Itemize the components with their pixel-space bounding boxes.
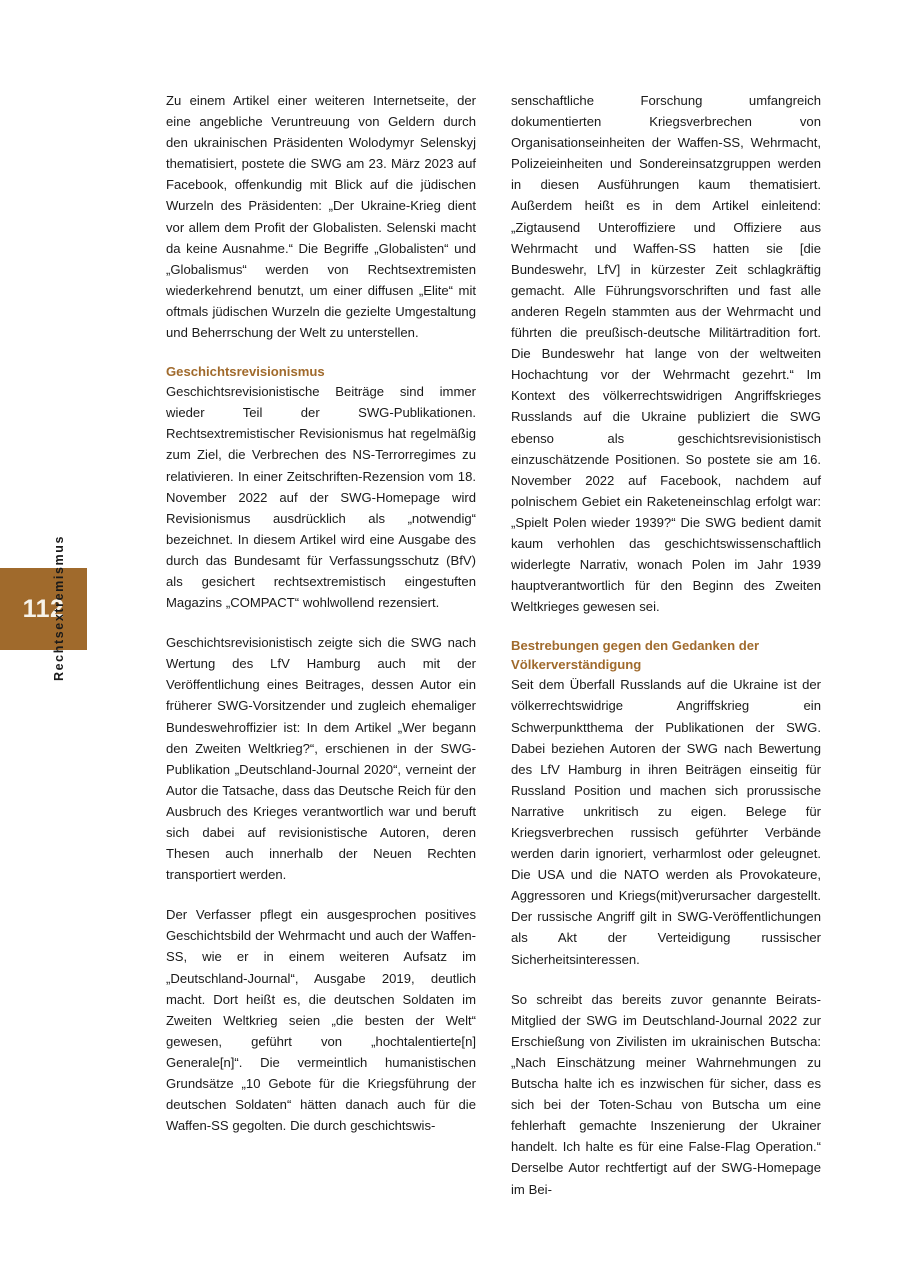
heading-voelkerverstaendigung-block [511, 636, 821, 674]
section-heading: Geschichtsrevisionismus [166, 364, 325, 380]
section-heading-line-2: Völkerverständigung [511, 657, 642, 673]
paragraph: Geschichtsrevisionistische Beiträge sind immer wieder Teil der SWG-Publikationen. Rechtsextremistischer Revisionismus hat regelmäßig zum Ziel, die Verbrechen des NS-Terrorregimes zu relativieren. In einer Zeitschriften-Rezension vom 18. November 2022 auf der SWG-Homepage wird Revisionismus ausdrücklich als „notwendig“ bezeichnet. In diesem Artikel wird eine Ausgabe des durch das Bundesamt für Verfassungsschutz (BfV) als gesichert rechtsextremistisch eingestuften Magazins „COMPACT“ wohlwollend rezensiert. [166, 384, 476, 611]
paragraph: Seit dem Überfall Russlands auf die Ukraine ist der völkerrechtswidrige Angriffskrieg ein Schwerpunktthema der Publikationen der SWG. Dabei beziehen Autoren der SWG nach Bewertung des LfV Hamburg in ihren Beiträgen einseitig für Russland Position und machen sich prorussische Narrative unkritisch zu eigen. Belege für Kriegsverbrechen russisch geführter Verbände werden darin ignoriert, verharmlost oder geleugnet. Die USA und die NATO werden als Provokateure, Aggressoren und Kriegs(mit)verursacher dargestellt. Der russische Angriff gilt in SWG-Veröffentlichungen als Akt der Verteidigung russischer Sicherheitsinteressen. [511, 677, 821, 967]
text-columns [166, 90, 821, 1200]
heading-geschichtsrevisionismus-block [166, 362, 476, 381]
paragraph: So schreibt das bereits zuvor genannte Beirats-Mitglied der SWG im Deutschland-Journal 2022 zur Erschießung von Zivilisten im ukrainischen Butscha: „Nach Einschätzung meiner Wahrnehmungen zu Butscha halte ich es inzwischen für sicher, dass es sich bei der Toten-Schau von Butscha um eine fehlerhaft gemachte Inszenierung der Ukrainer handelt. Ich halte es für eine False-Flag Operation.“ Derselbe Autor rechtfertigt auf der SWG-Homepage im Bei- [511, 991, 821, 1197]
page-number-tab [0, 568, 87, 650]
paragraph: Der Verfasser pflegt ein ausgesprochen positives Geschichtsbild der Wehrmacht und auch der Waffen-SS, wie er in einem weiteren Aufsatz im „Deutschland-Journal“, Ausgabe 2019, deutlich macht. Dort heißt es, die deutschen Soldaten im Zweiten Weltkrieg seien „die besten der Welt“ gewesen, geführt von „hochtalentierte[n] Generale[n]“. Die vermeintlich humanistischen Grundsätze „10 Gebote für die Kriegsführung der deutschen Soldaten“ hätten danach auch für die Waffen-SS gegolten. Die durch geschichtswis- [166, 907, 476, 1134]
page-number: 112 [22, 594, 65, 623]
section-running-head: Rechtsextremismus [52, 534, 66, 681]
section-heading-line-1: Bestrebungen gegen den Gedanken der [511, 638, 760, 654]
paragraph: Zu einem Artikel einer weiteren Internetseite, der eine angebliche Veruntreuung von Geldern durch den ukrainischen Präsidenten Wolodymyr Selenskyj thematisiert, postete die SWG am 23. März 2023 auf Facebook, offenkundig mit Blick auf die jüdischen Wurzeln des Präsidenten: „Der Ukraine-Krieg dient vor allem dem Profit der Globalisten. Selenski macht da keine Ausnahme.“ Die Begriffe „Globalisten“ und „Globalismus“ werden von Rechtsextremisten wiederkehrend benutzt, um einer diffusen „Elite“ mit oftmals jüdischen Wurzeln die gezielte Umgestaltung und Beherrschung der Welt zu unterstellen. [166, 93, 476, 341]
left-column [166, 90, 476, 1200]
paragraph: senschaftliche Forschung umfangreich dokumentierten Kriegsverbrechen von Organisationseinheiten der Waffen-SS, Wehrmacht, Polizeieinheiten und Sondereinsatzgruppen werden in diesen Ausführungen kaum thematisiert. Außerdem heißt es in dem Artikel einleitend: „Zigtausend Unteroffiziere und Offiziere aus Wehrmacht und Waffen-SS hatten sie [die Bundeswehr, LfV] in kürzester Zeit schlagkräftig gemacht. Alle Führungsvorschriften und fast alle anderen Regeln stammten aus der Wehrmacht und führten die preußisch-deutsche Militärtradition fort. Die Bundeswehr hat lange von der weltweiten Hochachtung vor der Wehrmacht gezehrt.“ Im Kontext des völkerrechtswidrigen Angriffskrieges Russlands auf die Ukraine publiziert die SWG ebenso als geschichtsrevisionistisch einzuschätzende Positionen. So postete sie am 16. November 2022 auf Facebook, nachdem auf polnischem Gebiet ein Raketeneinschlag erfolgt war: „Spielt Polen wieder 1939?“ Die SWG bedient damit kaum verhohlen das geschichtswissenschaftlich widerlegte Narrativ, wonach Polen im Jahr 1939 hauptverantwortlich für den Beginn des Zweiten Weltkrieges gewesen sei. [511, 93, 821, 615]
right-column [511, 90, 821, 1200]
paragraph: Geschichtsrevisionistisch zeigte sich die SWG nach Wertung des LfV Hamburg auch mit der Veröffentlichung eines Beitrages, dessen Autor ein früherer SWG-Vorsitzender und zugleich ehemaliger Bundeswehroffizier ist: In dem Artikel „Wer begann den Zweiten Weltkrieg?“, erschienen in der SWG-Publikation „Deutschland-Journal 2020“, verneint der Autor die Tatsache, dass das Deutsche Reich für den Ausbruch des Krieges verantwortlich war und beruft sich dabei auf revisionistische Autoren, deren Thesen auch innerhalb der Neuen Rechten transportiert werden. [166, 635, 476, 883]
